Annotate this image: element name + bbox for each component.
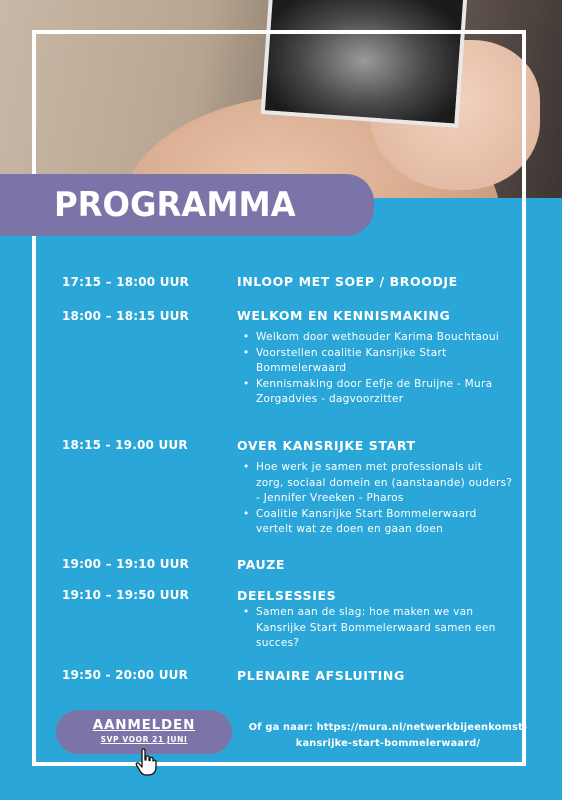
program-heading-5: DEELSESSIES: [237, 588, 337, 603]
program-heading-1: INLOOP MET SOEP / BROODJE: [237, 274, 458, 289]
program-time-3: 18:15 - 19.00 UUR: [62, 438, 188, 452]
list-item: • Hoe werk je samen met professionals uit zorg, sociaal domein en (aanstaande) ouders? - Jennifer Vreeken - Pharos: [243, 460, 513, 507]
list-item: • Voorstellen coalitie Kansrijke Start Bommelerwaard: [243, 346, 513, 377]
program-time-6: 19:50 - 20:00 UUR: [62, 668, 189, 682]
registration-link-line-2: kansrijke-start-bommelerwaard/: [295, 738, 481, 749]
page-title: PROGRAMMA: [54, 185, 296, 225]
program-time-2: 18:00 – 18:15 UUR: [62, 309, 190, 323]
list-item: • Samen aan de slag: hoe maken we van Kansrijke Start Bommelerwaard samen een succes?: [243, 605, 513, 652]
list-item: • Coalitie Kansrijke Start Bommelerwaard vertelt wat ze doen en gaan doen: [243, 507, 513, 538]
program-bullets-3: [243, 460, 513, 538]
hand-pointer-icon: [135, 748, 157, 776]
registration-link-line-1: Of ga naar: https://mura.nl/netwerkbijeenkomst-: [248, 722, 528, 733]
program-heading-4: PAUZE: [237, 557, 286, 572]
registration-link[interactable]: [238, 720, 538, 752]
program-heading-2: WELKOM EN KENNISMAKING: [237, 308, 451, 323]
list-item: • Kennismaking door Eefje de Bruijne - Mura Zorgadvies - dagvoorzitter: [243, 377, 513, 408]
program-time-4: 19:00 – 19:10 UUR: [62, 557, 190, 571]
program-time-5: 19:10 – 19:50 UUR: [62, 588, 190, 602]
program-bullets-5: [243, 605, 513, 652]
program-bullets-2: [243, 330, 513, 408]
list-item: • Welkom door wethouder Karima Bouchtaoui: [243, 330, 513, 346]
program-heading-6: PLENAIRE AFSLUITING: [237, 668, 405, 683]
register-button-label: AANMELDEN: [92, 717, 196, 733]
program-heading-3: OVER KANSRIJKE START: [237, 438, 416, 453]
photo-ultrasound-scan: [261, 0, 468, 128]
header-photo: [0, 0, 562, 198]
register-deadline: SVP VOOR 21 JUNI: [100, 735, 188, 744]
program-time-1: 17:15 – 18:00 UUR: [62, 275, 190, 289]
